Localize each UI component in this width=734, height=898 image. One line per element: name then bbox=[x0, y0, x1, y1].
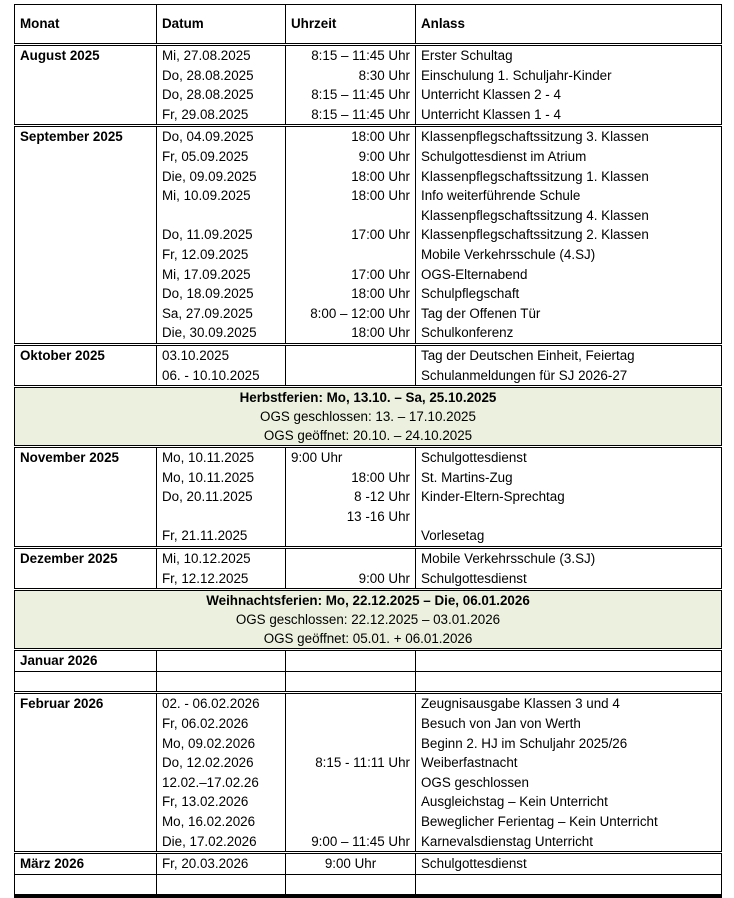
time-cell bbox=[286, 245, 416, 265]
date-cell: Mi, 10.12.2025 bbox=[157, 548, 286, 569]
table-row bbox=[15, 792, 722, 812]
table-row bbox=[15, 147, 722, 167]
table-row bbox=[15, 853, 722, 875]
header-month: Monat bbox=[15, 5, 157, 45]
table-row bbox=[15, 569, 722, 590]
table-row bbox=[15, 714, 722, 734]
occasion-cell: Beweglicher Ferientag – Kein Unterricht bbox=[416, 812, 722, 832]
date-cell: Fr, 13.02.2026 bbox=[157, 792, 286, 812]
table-row bbox=[15, 245, 722, 265]
date-cell: Do, 20.11.2025 bbox=[157, 487, 286, 526]
date-cell: Mo, 10.11.2025 bbox=[157, 468, 286, 488]
date-cell: Do, 11.09.2025 bbox=[157, 225, 286, 245]
table-row bbox=[15, 105, 722, 126]
occasion-cell: Klassenpflegschaftssitzung 3. Klassen bbox=[416, 126, 722, 147]
time-cell: 8:15 – 11:45 Uhr bbox=[286, 105, 416, 126]
table-row bbox=[15, 832, 722, 853]
date-cell: Do, 18.09.2025 bbox=[157, 284, 286, 304]
holiday-block-autumn bbox=[15, 387, 722, 447]
table-row bbox=[15, 45, 722, 66]
table-row bbox=[15, 693, 722, 714]
table-row bbox=[15, 773, 722, 793]
holiday-block-christmas bbox=[15, 590, 722, 650]
table-row bbox=[15, 812, 722, 832]
date-cell: Fr, 12.12.2025 bbox=[157, 569, 286, 590]
occasion-cell: Schulgottesdienst im Atrium bbox=[416, 147, 722, 167]
date-cell: Mo, 16.02.2026 bbox=[157, 812, 286, 832]
time-cell bbox=[286, 366, 416, 387]
table-row bbox=[15, 186, 722, 225]
holiday-title: Herbstferien: Mo, 13.10. – Sa, 25.10.2025 bbox=[239, 390, 497, 406]
table-row bbox=[15, 526, 722, 547]
table-row bbox=[15, 284, 722, 304]
table-row bbox=[15, 304, 722, 324]
holiday-title: Weihnachtsferien: Mo, 22.12.2025 – Die, 06.01.2026 bbox=[206, 593, 530, 609]
month-label: Oktober 2025 bbox=[15, 344, 157, 365]
date-cell: Die, 17.02.2026 bbox=[157, 832, 286, 853]
date-cell: Mo, 09.02.2026 bbox=[157, 734, 286, 754]
holiday-row bbox=[15, 590, 722, 650]
table-row bbox=[15, 650, 722, 672]
header-row bbox=[15, 5, 722, 45]
occasion-cell: Tag der Deutschen Einheit, Feiertag bbox=[416, 344, 722, 365]
date-cell: Sa, 27.09.2025 bbox=[157, 304, 286, 324]
date-cell: Die, 30.09.2025 bbox=[157, 323, 286, 344]
date-cell: Mi, 10.09.2025 bbox=[157, 186, 286, 225]
time-cell: 8:15 – 11:45 Uhr bbox=[286, 45, 416, 66]
table-row bbox=[15, 265, 722, 285]
occasion-cell: Schulanmeldungen für SJ 2026-27 bbox=[416, 366, 722, 387]
time-line: 8 -12 Uhr bbox=[354, 489, 410, 505]
time-cell: 9:00 Uhr bbox=[286, 569, 416, 590]
table-row bbox=[15, 548, 722, 569]
time-cell bbox=[286, 734, 416, 754]
time-cell: 18:00 Uhr bbox=[286, 186, 416, 225]
time-line: 13 -16 Uhr bbox=[346, 508, 410, 524]
occasion-cell: St. Martins-Zug bbox=[416, 468, 722, 488]
table-row bbox=[15, 323, 722, 344]
occasion-cell: Unterricht Klassen 1 - 4 bbox=[416, 105, 722, 126]
date-cell: Die, 09.09.2025 bbox=[157, 167, 286, 187]
month-label: Februar 2026 bbox=[15, 693, 157, 714]
date-cell: 02. - 06.02.2026 bbox=[157, 693, 286, 714]
occasion-cell: Kinder-Eltern-Sprechtag bbox=[416, 487, 722, 526]
holiday-ogs-closed: OGS geschlossen: 22.12.2025 – 03.01.2026 bbox=[235, 612, 501, 628]
table-row bbox=[15, 734, 722, 754]
occasion-cell: Schulkonferenz bbox=[416, 323, 722, 344]
occasion-cell: Klassenpflegschaftssitzung 2. Klassen bbox=[416, 225, 722, 245]
date-cell: 12.02.–17.02.26 bbox=[157, 773, 286, 793]
month-label: August 2025 bbox=[15, 45, 157, 66]
date-cell: Do, 28.08.2025 bbox=[157, 85, 286, 105]
occasion-cell: Weiberfastnacht bbox=[416, 753, 722, 773]
occasion-cell: Zeugnisausgabe Klassen 3 und 4 bbox=[416, 693, 722, 714]
time-cell bbox=[286, 714, 416, 734]
table-row bbox=[15, 753, 722, 773]
date-cell: Fr, 20.03.2026 bbox=[157, 853, 286, 875]
occasion-cell: Unterricht Klassen 2 - 4 bbox=[416, 85, 722, 105]
date-cell: Fr, 29.08.2025 bbox=[157, 105, 286, 126]
occasion-cell: Schulgottesdienst bbox=[416, 447, 722, 468]
time-cell: 9:00 Uhr bbox=[286, 853, 416, 875]
occasion-cell: Schulgottesdienst bbox=[416, 569, 722, 590]
occasion-cell bbox=[416, 186, 722, 225]
time-cell bbox=[286, 812, 416, 832]
holiday-ogs-closed: OGS geschlossen: 13. – 17.10.2025 bbox=[260, 409, 476, 425]
holiday-row bbox=[15, 387, 722, 447]
table-row bbox=[15, 225, 722, 245]
occasion-cell: Einschulung 1. Schuljahr-Kinder bbox=[416, 66, 722, 86]
occasion-cell: Erster Schultag bbox=[416, 45, 722, 66]
occasion-cell: Besuch von Jan von Werth bbox=[416, 714, 722, 734]
table-row bbox=[15, 366, 722, 387]
header-date: Datum bbox=[157, 5, 286, 45]
table-row bbox=[15, 167, 722, 187]
occasion-cell: Vorlesetag bbox=[416, 526, 722, 547]
date-cell: Do, 04.09.2025 bbox=[157, 126, 286, 147]
table-row bbox=[15, 447, 722, 468]
header-occasion: Anlass bbox=[416, 5, 722, 45]
time-cell: 9:00 Uhr bbox=[286, 147, 416, 167]
date-cell: Fr, 06.02.2026 bbox=[157, 714, 286, 734]
time-cell bbox=[286, 344, 416, 365]
month-label: November 2025 bbox=[15, 447, 157, 468]
occasion-cell: OGS-Elternabend bbox=[416, 265, 722, 285]
month-label: März 2026 bbox=[15, 853, 157, 875]
date-cell: Do, 12.02.2026 bbox=[157, 753, 286, 773]
time-cell bbox=[286, 792, 416, 812]
time-cell bbox=[286, 548, 416, 569]
date-cell: Mo, 10.11.2025 bbox=[157, 447, 286, 468]
time-cell: 17:00 Uhr bbox=[286, 265, 416, 285]
occasion-cell: Klassenpflegschaftssitzung 1. Klassen bbox=[416, 167, 722, 187]
occasion-cell: Mobile Verkehrsschule (4.SJ) bbox=[416, 245, 722, 265]
occasion-cell: OGS geschlossen bbox=[416, 773, 722, 793]
table-row bbox=[15, 874, 722, 896]
time-cell: 8:15 – 11:45 Uhr bbox=[286, 85, 416, 105]
time-cell bbox=[286, 526, 416, 547]
header-time: Uhrzeit bbox=[286, 5, 416, 45]
time-cell: 9:00 – 11:45 Uhr bbox=[286, 832, 416, 853]
time-cell: 18:00 Uhr bbox=[286, 323, 416, 344]
occasion-cell: Karnevalsdienstag Unterricht bbox=[416, 832, 722, 853]
time-cell bbox=[286, 487, 416, 526]
month-label: Januar 2026 bbox=[15, 650, 157, 672]
date-cell: 03.10.2025 bbox=[157, 344, 286, 365]
month-label: September 2025 bbox=[15, 126, 157, 147]
time-cell: 9:00 Uhr bbox=[286, 447, 416, 468]
table-row bbox=[15, 85, 722, 105]
time-cell bbox=[286, 693, 416, 714]
time-cell bbox=[286, 773, 416, 793]
table-row bbox=[15, 487, 722, 526]
time-cell: 17:00 Uhr bbox=[286, 225, 416, 245]
time-cell: 18:00 Uhr bbox=[286, 468, 416, 488]
occasion-cell: Tag der Offenen Tür bbox=[416, 304, 722, 324]
holiday-ogs-open: OGS geöffnet: 05.01. + 06.01.2026 bbox=[263, 631, 473, 647]
time-cell: 8:30 Uhr bbox=[286, 66, 416, 86]
table-row bbox=[15, 468, 722, 488]
table-row bbox=[15, 126, 722, 147]
occasion-cell: Ausgleichstag – Kein Unterricht bbox=[416, 792, 722, 812]
date-cell: Fr, 05.09.2025 bbox=[157, 147, 286, 167]
occasion-cell: Schulpflegschaft bbox=[416, 284, 722, 304]
time-cell: 18:00 Uhr bbox=[286, 284, 416, 304]
holiday-ogs-open: OGS geöffnet: 20.10. – 24.10.2025 bbox=[263, 428, 473, 444]
occasion-cell: Beginn 2. HJ im Schuljahr 2025/26 bbox=[416, 734, 722, 754]
school-calendar-table bbox=[14, 4, 722, 898]
date-cell: Mi, 17.09.2025 bbox=[157, 265, 286, 285]
date-cell: Fr, 21.11.2025 bbox=[157, 526, 286, 547]
occasion-cell: Mobile Verkehrsschule (3.SJ) bbox=[416, 548, 722, 569]
date-cell: Do, 28.08.2025 bbox=[157, 66, 286, 86]
time-cell: 18:00 Uhr bbox=[286, 126, 416, 147]
month-label: Dezember 2025 bbox=[15, 548, 157, 569]
date-cell: Mi, 27.08.2025 bbox=[157, 45, 286, 66]
time-cell: 18:00 Uhr bbox=[286, 167, 416, 187]
date-cell: 06. - 10.10.2025 bbox=[157, 366, 286, 387]
time-cell: 8:00 – 12:00 Uhr bbox=[286, 304, 416, 324]
occasion-line: Klassenpflegschaftssitzung 4. Klassen bbox=[421, 207, 649, 223]
occasion-cell: Schulgottesdienst bbox=[416, 853, 722, 875]
date-cell: Fr, 12.09.2025 bbox=[157, 245, 286, 265]
table-row bbox=[15, 671, 722, 693]
occasion-line: Info weiterführende Schule bbox=[421, 188, 581, 204]
table-row bbox=[15, 344, 722, 365]
time-cell: 8:15 - 11:11 Uhr bbox=[286, 753, 416, 773]
table-row bbox=[15, 66, 722, 86]
